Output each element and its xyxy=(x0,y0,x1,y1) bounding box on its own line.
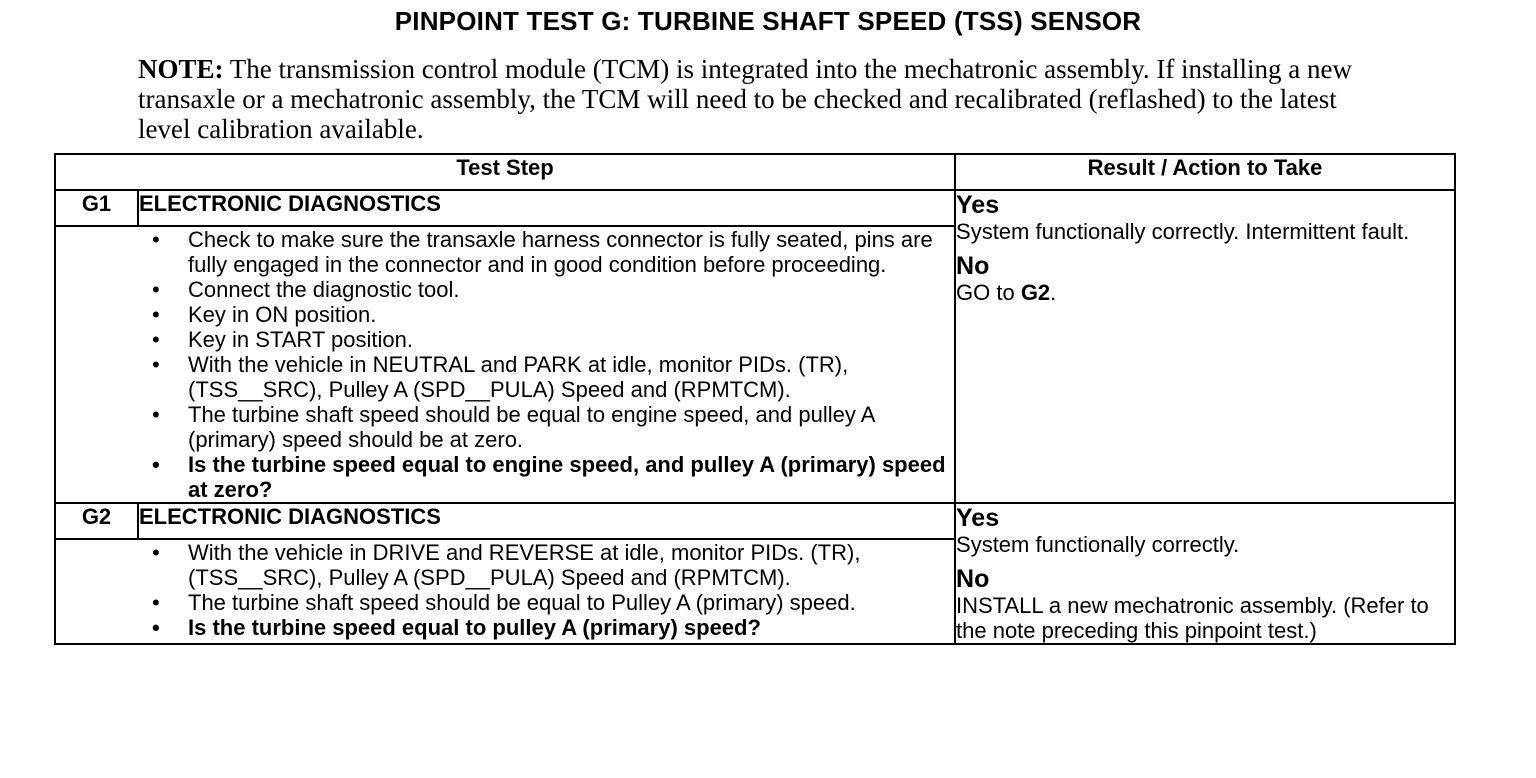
instruction-list xyxy=(56,540,954,640)
table-header-row xyxy=(55,154,1455,190)
result-yes-label: Yes xyxy=(956,191,1000,219)
note-text: The transmission control module (TCM) is integrated into the mechatronic assembly. If installing a new transaxle or a mechatronic assembly, the TCM will need to be checked and recalibrated (reflashed) to the latest level calibration available. xyxy=(138,54,1353,144)
header-test-step: Test Step xyxy=(55,154,955,190)
list-item: • With the vehicle in DRIVE and REVERSE at idle, monitor PIDs. (TR), (TSS__SRC), Pulley A (SPD__PULA) Speed and (RPMTCM). xyxy=(152,540,861,590)
result-no-text: INSTALL a new mechatronic assembly. (Refer to the note preceding this pinpoint test.) xyxy=(956,593,1429,643)
note-paragraph xyxy=(138,54,1388,144)
result-no-label: No xyxy=(956,252,990,280)
result-cell-g1 xyxy=(955,190,1455,503)
list-item: • Key in ON position. xyxy=(152,302,377,327)
list-item: • Check to make sure the transaxle harness connector is fully seated, pins are fully engaged in the connector and in good condition before proceeding. xyxy=(152,227,933,277)
list-item-question: • Is the turbine speed equal to pulley A (primary) speed? xyxy=(152,615,761,640)
header-result-action: Result / Action to Take xyxy=(955,154,1455,190)
step-g2-title-row xyxy=(55,503,1455,539)
step-id-g1: G1 xyxy=(55,190,138,226)
page-title: PINPOINT TEST G: TURBINE SHAFT SPEED (TSS) SENSOR xyxy=(394,6,1142,36)
pinpoint-test-table xyxy=(54,153,1456,645)
step-g1-title-row xyxy=(55,190,1455,226)
list-item: • With the vehicle in NEUTRAL and PARK at idle, monitor PIDs. (TR), (TSS__SRC), Pulley A (SPD__PULA) Speed and (RPMTCM). xyxy=(152,352,849,402)
instruction-list xyxy=(56,227,954,502)
step-id-g2: G2 xyxy=(55,503,138,539)
result-yes-label: Yes xyxy=(956,504,1000,532)
list-item: • Connect the diagnostic tool. xyxy=(152,277,460,302)
list-item: • Key in START position. xyxy=(152,327,413,352)
step-g1-instructions xyxy=(55,226,955,503)
result-no-label: No xyxy=(956,565,990,593)
result-yes-text: System functionally correctly. xyxy=(956,532,1240,557)
result-no-step-link: G2 xyxy=(1020,280,1051,305)
result-yes-text: System functionally correctly. Intermittent fault. xyxy=(956,219,1410,244)
step-g2-instructions xyxy=(55,539,955,644)
list-item-question: • Is the turbine speed equal to engine speed, and pulley A (primary) speed at zero? xyxy=(152,452,946,502)
note-label: NOTE: xyxy=(138,54,224,84)
list-item: • The turbine shaft speed should be equal to Pulley A (primary) speed. xyxy=(152,590,856,615)
list-item: • The turbine shaft speed should be equal to engine speed, and pulley A (primary) speed should be at zero. xyxy=(152,402,875,452)
step-title-g2: ELECTRONIC DIAGNOSTICS xyxy=(138,503,955,539)
step-title-g1: ELECTRONIC DIAGNOSTICS xyxy=(138,190,955,226)
result-no-text xyxy=(956,280,1454,305)
result-no-suffix: . xyxy=(1050,280,1057,305)
result-cell-g2 xyxy=(955,503,1455,644)
result-no-prefix: GO to xyxy=(956,280,1021,305)
